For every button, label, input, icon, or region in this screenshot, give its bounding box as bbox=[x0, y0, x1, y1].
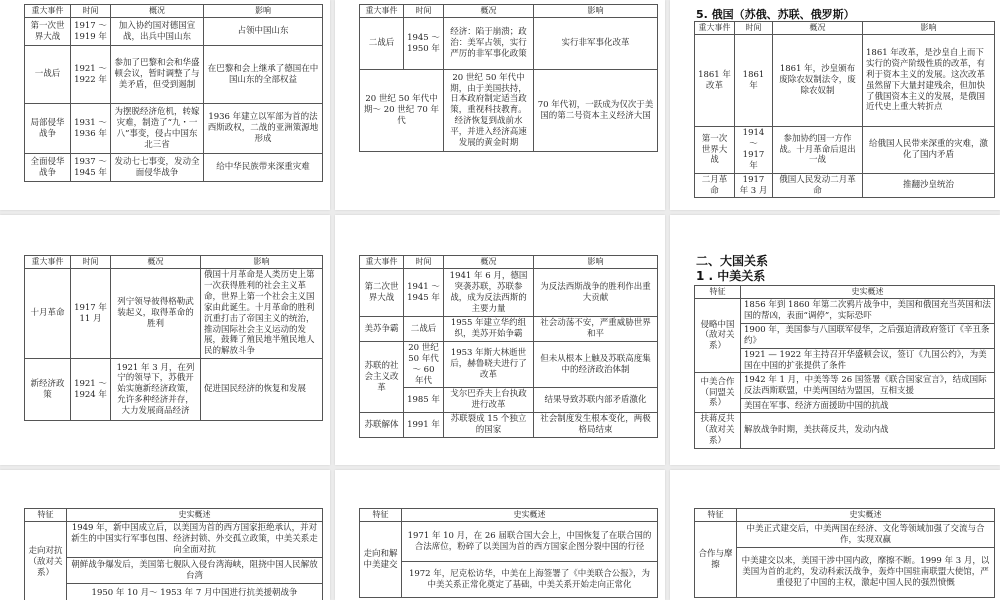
slide-japan-2 bbox=[335, 0, 665, 210]
table-header-row bbox=[360, 256, 658, 269]
table-row bbox=[695, 548, 995, 598]
cell-overview: 20 世纪 50 年代中期，由于美国扶持，日本政府制定适当政策，重视科技教育。经济恢复到战前水平，并进入经济高速发展的黄金时期 bbox=[444, 70, 534, 152]
table-header-row bbox=[25, 509, 323, 522]
cell-overview: 戈尔巴乔夫上台执政进行改革 bbox=[444, 388, 534, 413]
header-event: 重大事件 bbox=[25, 256, 71, 269]
table-row bbox=[25, 104, 323, 154]
header-time: 时间 bbox=[404, 256, 444, 269]
cell-overview: 1861 年，沙皇颁布废除农奴制法令，废除农奴制 bbox=[773, 35, 863, 127]
cell-overview: 参加了巴黎和会和华盛顿会议，暂时调整了与美矛盾，但受到遏制 bbox=[111, 46, 204, 104]
cell-impact: 1936 年建立以军部为首的法西斯政权，二战的亚洲策源地形成 bbox=[204, 104, 323, 154]
header-impact: 影响 bbox=[863, 22, 995, 35]
cell-facts: 中美正式建交后，中美两国在经济、文化等领域加强了交流与合作，实现双赢 bbox=[737, 522, 995, 548]
cell-event: 第二次世界大战 bbox=[360, 269, 404, 317]
cell-overview: 为摆脱经济危机，转嫁灾难，制造了“九・一八”事变，侵占中国东北三省 bbox=[111, 104, 204, 154]
header-feature: 特征 bbox=[25, 509, 67, 522]
russia-table-1 bbox=[694, 21, 995, 198]
cell-time: 1917 年 3 月 bbox=[735, 173, 773, 198]
cell-overview: 列宁领导彼得格勒武装起义，取得革命的胜利 bbox=[111, 269, 201, 359]
table-row bbox=[695, 35, 995, 127]
cell-overview: 经济：陷于崩溃；政治：美军占领，实行严厉的非军事化政策 bbox=[444, 18, 534, 70]
header-feature: 特征 bbox=[360, 509, 402, 522]
cell-overview: 俄国人民发动二月革命 bbox=[773, 173, 863, 198]
cell-impact: 推翻沙皇统治 bbox=[863, 173, 995, 198]
cell-event: 苏联解体 bbox=[360, 413, 404, 438]
cell-time: 1991 年 bbox=[404, 413, 444, 438]
header-overview: 概况 bbox=[111, 5, 204, 18]
slide-russia-2 bbox=[0, 215, 330, 465]
cell-time: 二战后 bbox=[404, 317, 444, 342]
japan-table-2 bbox=[359, 4, 658, 152]
cell-facts: 1942 年 1 月，中美等等 26 国签署《联合国家宣言》，结成国际反法西斯联盟，中美两国结为盟国，互相支援 bbox=[741, 373, 995, 399]
cell-impact: 给俄国人民带来深重的灾难，激化了国内矛盾 bbox=[863, 127, 995, 174]
header-facts: 史实概述 bbox=[737, 509, 995, 522]
cell-event: 1861 年改革 bbox=[695, 35, 735, 127]
cell-facts: 1856 年到 1860 年第二次鸦片战争中，美国和俄国充当英国和法国的帮凶，表面“调停”，实际恐吓 bbox=[741, 299, 995, 324]
cell-facts: 中美建交以来，美国干涉中国内政，摩擦不断。1999 年 3 月，以美国为首的北约，发动科索沃战争，轰炸中国驻南联盟大使馆，严重侵犯了中国的主权，激起中国人民的强烈愤慨 bbox=[737, 548, 995, 598]
header-event: 重大事件 bbox=[25, 5, 71, 18]
cell-overview: 1955 年建立华约组织，美苏开始争霸 bbox=[444, 317, 534, 342]
table-row bbox=[695, 413, 995, 449]
table-row bbox=[695, 127, 995, 174]
cell-overview: 1941 年 6 月，德国突袭苏联，苏联参战，成为反法西斯的主要力量 bbox=[444, 269, 534, 317]
cell-overview: 1953 年斯大林逝世后，赫鲁晓夫进行了改革 bbox=[444, 341, 534, 388]
header-event: 重大事件 bbox=[360, 5, 404, 18]
cell-overview: 发动七七事变，发动全面侵华战争 bbox=[111, 154, 204, 182]
slide-russia-1 bbox=[670, 0, 1000, 210]
cell-overview: 苏联裂成 15 个独立的国家 bbox=[444, 413, 534, 438]
cell-time: 1921 ～ 1924 年 bbox=[71, 359, 111, 421]
table-row bbox=[695, 173, 995, 198]
cell-feature: 中美合作（同盟关系） bbox=[695, 373, 741, 413]
sino-us-table-1 bbox=[694, 285, 995, 449]
table-row bbox=[25, 18, 323, 46]
cell-time: 1941 ～ 1945 年 bbox=[404, 269, 444, 317]
table-row bbox=[25, 558, 323, 584]
table-header-row bbox=[25, 256, 323, 269]
cell-facts: 朝鲜战争爆发后，美国第七舰队入侵台湾海峡，阻挠中国人民解放台湾 bbox=[67, 558, 323, 584]
cell-facts: 解放战争时期，美扶蒋反共，发动内战 bbox=[741, 413, 995, 449]
header-impact: 影响 bbox=[534, 256, 658, 269]
japan-table-1 bbox=[24, 4, 323, 182]
header-facts: 史实概述 bbox=[741, 286, 995, 299]
russia-table-2 bbox=[24, 255, 323, 421]
slide-relations-1 bbox=[670, 215, 1000, 465]
cell-time: 1917 年 11 月 bbox=[71, 269, 111, 359]
table-row bbox=[695, 522, 995, 548]
header-time: 时间 bbox=[71, 256, 111, 269]
cell-event: 美苏争霸 bbox=[360, 317, 404, 342]
table-header-row bbox=[360, 5, 658, 18]
table-row bbox=[25, 46, 323, 104]
header-overview: 概况 bbox=[444, 5, 534, 18]
cell-event: 十月革命 bbox=[25, 269, 71, 359]
table-row bbox=[360, 269, 658, 317]
cell-impact: 1861 年改革，是沙皇自上而下实行的资产阶级性质的改革，有利于资本主义的发展。这次改革虽然留下大量封建残余，但加快了俄国资本主义的发展，是俄国近代史上重大转折点 bbox=[863, 35, 995, 127]
cell-feature: 扶蒋反共（敌对关系） bbox=[695, 413, 741, 449]
cell-facts: 美国在军事、经济方面援助中国的抗战 bbox=[741, 399, 995, 413]
cell-impact: 70 年代初，一跃成为仅次于美国的第二号资本主义经济大国 bbox=[534, 70, 658, 152]
russia-table-3 bbox=[359, 255, 658, 438]
cell-facts: 1950 年 10 月～ 1953 年 7 月中国进行抗美援朝战争 bbox=[67, 584, 323, 600]
cell-impact: 结果导致苏联内部矛盾激化 bbox=[534, 388, 658, 413]
cell-event: 一战后 bbox=[25, 46, 71, 104]
cell-time: 1945 ～ 1950 年 bbox=[404, 18, 444, 70]
cell-event: 二战后 bbox=[360, 18, 404, 70]
cell-facts: 1971 年 10 月，在 26 届联合国大会上，中国恢复了在联合国的合法席位，粉碎了以美国为首的西方国家企图分裂中国的行径 bbox=[402, 522, 658, 562]
cell-overview: 加入协约国对德国宣战，出兵中国山东 bbox=[111, 18, 204, 46]
sino-us-table-4 bbox=[694, 508, 995, 598]
cell-impact: 促进国民经济的恢复和发展 bbox=[201, 359, 323, 421]
header-impact: 影响 bbox=[534, 5, 658, 18]
slide-relations-3 bbox=[335, 470, 665, 600]
table-header-row bbox=[360, 509, 658, 522]
table-row bbox=[360, 388, 658, 413]
header-facts: 史实概述 bbox=[402, 509, 658, 522]
cell-time: 1931 ～ 1936 年 bbox=[71, 104, 111, 154]
table-header-row bbox=[695, 509, 995, 522]
cell-event: 二月革命 bbox=[695, 173, 735, 198]
header-overview: 概况 bbox=[444, 256, 534, 269]
table-row bbox=[25, 584, 323, 600]
slide-japan-1 bbox=[0, 0, 330, 210]
cell-time: 1917 ～ 1919 年 bbox=[71, 18, 111, 46]
cell-time: 1985 年 bbox=[404, 388, 444, 413]
header-impact: 影响 bbox=[201, 256, 323, 269]
header-facts: 史实概述 bbox=[67, 509, 323, 522]
cell-impact: 实行非军事化改革 bbox=[534, 18, 658, 70]
slide-russia-3 bbox=[335, 215, 665, 465]
sino-us-table-2 bbox=[24, 508, 323, 600]
table-header-row bbox=[25, 5, 323, 18]
cell-impact: 给中华民族带来深重灾难 bbox=[204, 154, 323, 182]
header-event: 重大事件 bbox=[695, 22, 735, 35]
cell-event: 第一次世界大战 bbox=[25, 18, 71, 46]
cell-event: 20 世纪 50 年代中期～ 20 世纪 70 年代 bbox=[360, 70, 444, 152]
cell-feature: 合作与摩擦 bbox=[695, 522, 737, 598]
cell-time: 20 世纪 50 年代～ 60 年代 bbox=[404, 341, 444, 388]
cell-feature: 走向对抗（敌对关系） bbox=[25, 522, 67, 600]
header-impact: 影响 bbox=[204, 5, 323, 18]
table-row bbox=[25, 522, 323, 558]
cell-overview: 1921 年 3 月，在列宁的领导下，苏俄开始实施新经济政策，允许多种经济并存，大力发展商品经济 bbox=[111, 359, 201, 421]
slide-relations-2 bbox=[0, 470, 330, 600]
header-time: 时间 bbox=[71, 5, 111, 18]
slide-relations-4 bbox=[670, 470, 1000, 600]
section-title: 二、大国关系 bbox=[696, 254, 769, 268]
table-row bbox=[360, 562, 658, 598]
cell-facts: 1972 年，尼克松访华，中美在上海签署了《中美联合公报》，为中美关系正常化奠定了基础，中美关系开始走向正常化 bbox=[402, 562, 658, 598]
cell-impact: 但未从根本上触及苏联高度集中的经济政治体制 bbox=[534, 341, 658, 388]
header-event: 重大事件 bbox=[360, 256, 404, 269]
table-row bbox=[360, 18, 658, 70]
table-row bbox=[695, 373, 995, 399]
cell-feature: 走向和解中美建交 bbox=[360, 522, 402, 598]
cell-overview: 参加协约国一方作战。十月革命后退出一战 bbox=[773, 127, 863, 174]
cell-facts: 1921 — 1922 年主持召开华盛顿会议，签订《九国公约》，为美国在中国的扩张提供了条件 bbox=[741, 348, 995, 373]
table-row bbox=[360, 413, 658, 438]
cell-time: 1914 ～ 1917 年 bbox=[735, 127, 773, 174]
header-feature: 特征 bbox=[695, 286, 741, 299]
cell-feature: 侵略中国（敌对关系） bbox=[695, 299, 741, 373]
header-feature: 特征 bbox=[695, 509, 737, 522]
cell-impact: 社会制度发生根本变化，两极格局结束 bbox=[534, 413, 658, 438]
section-title: 5. 俄国（苏俄、苏联、俄罗斯） bbox=[696, 8, 855, 21]
sino-us-table-3 bbox=[359, 508, 658, 598]
table-header-row bbox=[695, 22, 995, 35]
cell-time: 1921 ～ 1922 年 bbox=[71, 46, 111, 104]
cell-impact: 占领中国山东 bbox=[204, 18, 323, 46]
cell-facts: 1900 年，美国参与八国联军侵华，之后强迫清政府签订《辛丑条约》 bbox=[741, 323, 995, 348]
cell-event: 局部侵华战争 bbox=[25, 104, 71, 154]
table-header-row bbox=[695, 286, 995, 299]
header-time: 时间 bbox=[404, 5, 444, 18]
header-overview: 概况 bbox=[111, 256, 201, 269]
table-row bbox=[25, 154, 323, 182]
cell-impact: 在巴黎和会上继承了德国在中国山东的全部权益 bbox=[204, 46, 323, 104]
cell-impact: 社会动荡不安，严重威胁世界和平 bbox=[534, 317, 658, 342]
cell-event: 全面侵华战争 bbox=[25, 154, 71, 182]
table-row bbox=[25, 359, 323, 421]
header-overview: 概况 bbox=[773, 22, 863, 35]
cell-facts: 1949 年，新中国成立后，以美国为首的西方国家拒绝承认，并对新生的中国实行军事包围、经济封锁、外交孤立政策，中美关系走向全面对抗 bbox=[67, 522, 323, 558]
header-time: 时间 bbox=[735, 22, 773, 35]
cell-impact: 俄国十月革命是人类历史上第一次获得胜利的社会主义革命，世界上第一个社会主义国家由此诞生。十月革命的胜利沉重打击了帝国主义的统治，推动国际社会主义运动的发展，鼓舞了殖民地半殖民地人民的解放斗争 bbox=[201, 269, 323, 359]
subsection-title: 1 . 中美关系 bbox=[696, 269, 766, 283]
cell-time: 1861 年 bbox=[735, 35, 773, 127]
table-row bbox=[25, 269, 323, 359]
cell-event: 苏联的社会主义改革 bbox=[360, 341, 404, 412]
cell-event: 第一次世界大战 bbox=[695, 127, 735, 174]
cell-time: 1937 ～ 1945 年 bbox=[71, 154, 111, 182]
table-row bbox=[360, 70, 658, 152]
table-row bbox=[360, 522, 658, 562]
cell-event: 新经济政策 bbox=[25, 359, 71, 421]
table-row bbox=[360, 317, 658, 342]
cell-impact: 为反法西斯战争的胜利作出重大贡献 bbox=[534, 269, 658, 317]
table-row bbox=[360, 341, 658, 388]
table-row bbox=[695, 299, 995, 324]
